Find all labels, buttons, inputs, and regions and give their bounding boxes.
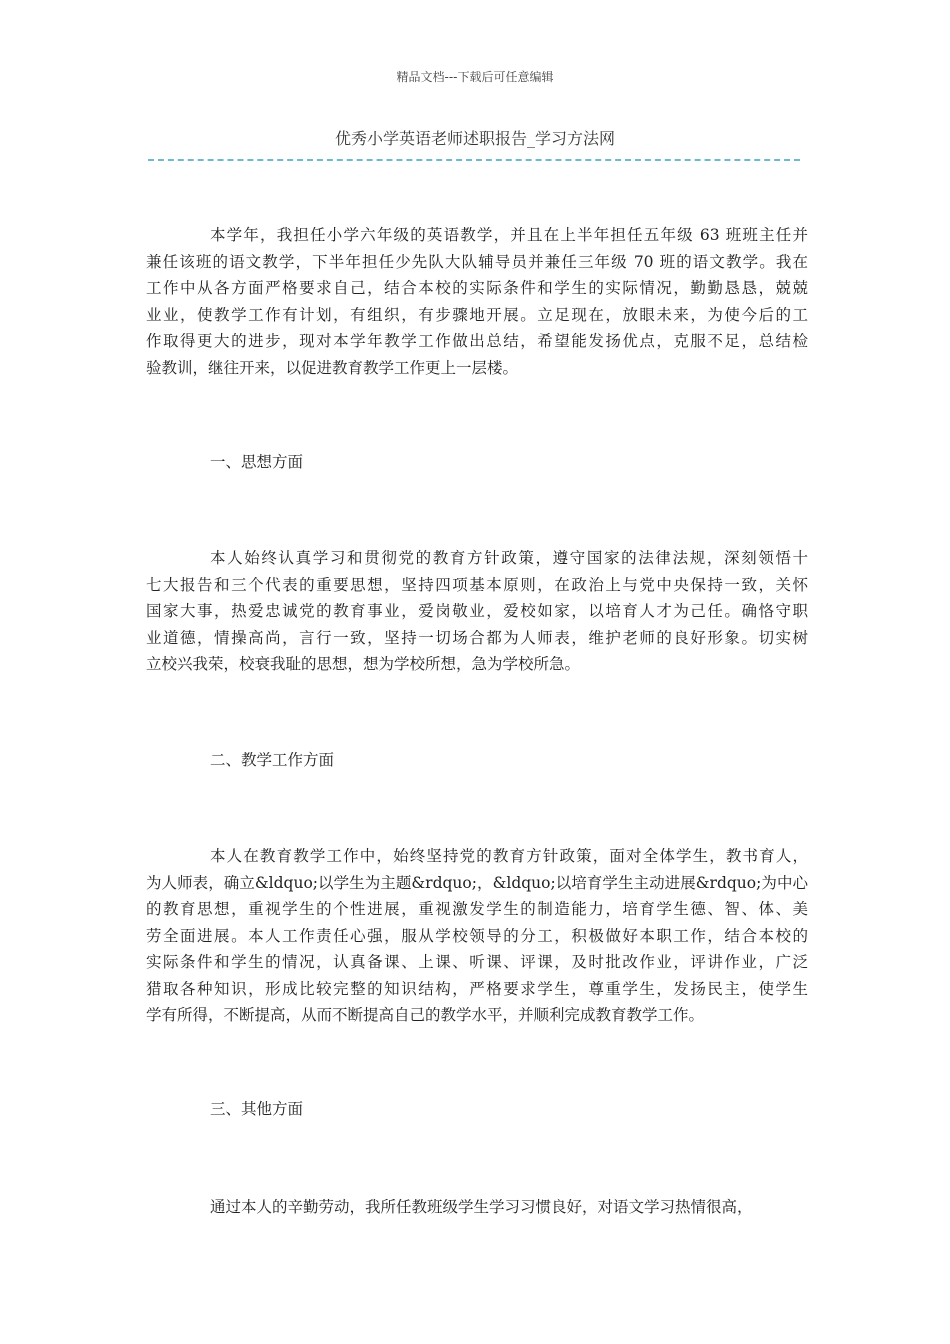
page-header: 精品文档---下载后可任意编辑 [396, 70, 554, 84]
text-line: 七大报告和三个代表的重要思想，坚持四项基本原则，在政治上与党中央保持一致，关怀 [146, 575, 808, 594]
text-line: 立校兴我荣，校衰我耻的思想，想为学校所想，急为学校所急。 [146, 655, 581, 673]
text-line: 兼任该班的语文教学，下半年担任少先队大队辅导员并兼任三年级 70 班的语文教学。我在 [146, 252, 808, 271]
text-line: 猎取各种知识，形成比较完整的知识结构，严格要求学生，尊重学生，发扬民主，使学生 [146, 979, 808, 998]
section-heading-thought: 一、思想方面 [210, 453, 304, 471]
text-line: 实际条件和学生的情况，认真备课、上课、听课、评课，及时批改作业，评讲作业，广泛 [146, 953, 808, 971]
text-line: 作取得更大的进步，现对本学年教学工作做出总结，希望能发扬优点，克服不足，总结检 [146, 332, 808, 350]
text-line: 为人师表，确立&ldquo;以学生为主题&rdquo;，&ldquo;以培育学生主动进展&rdquo;为中心 [146, 873, 808, 892]
text-line: 学有所得，不断提高，从而不断提高自己的教学水平，并顺利完成教育教学工作。 [146, 1006, 705, 1024]
document-title: 优秀小学英语老师述职报告_学习方法网 [334, 129, 615, 148]
text-line: 验教训，继往开来，以促进教育教学工作更上一层楼。 [146, 358, 519, 377]
text-line: 本人始终认真学习和贯彻党的教育方针政策，遵守国家的法律法规，深刻领悟十 [210, 549, 808, 567]
section-heading-other: 三、其他方面 [210, 1100, 304, 1118]
title-divider [148, 159, 800, 161]
text-line: 本学年，我担任小学六年级的英语教学，并且在上半年担任五年级 63 班班主任并 [210, 226, 808, 244]
paragraph-other [210, 1194, 810, 1221]
section-heading-teaching: 二、教学工作方面 [210, 751, 335, 769]
text-line: 通过本人的辛勤劳动，我所任教班级学生学习习惯良好，对语文学习热情很高， [210, 1198, 753, 1216]
text-line: 工作中从各方面严格要求自己，结合本校的实际条件和学生的实际情况，勤勤恳恳，兢兢 [146, 279, 808, 297]
paragraph-thought [146, 545, 808, 678]
text-line: 的教育思想，重视学生的个性进展，重视激发学生的制造能力，培育学生德、智、体、美 [146, 900, 808, 918]
paragraph-intro [146, 222, 808, 381]
text-line: 业业，使教学工作有计划，有组织，有步骤地开展。立足现在，放眼未来，为使今后的工 [146, 305, 808, 324]
text-line: 本人在教育教学工作中，始终坚持党的教育方针政策，面对全体学生，教书育人， [210, 847, 808, 865]
text-line: 业道德，情操高尚，言行一致，坚持一切场合都为人师表，维护老师的良好形象。切实树 [146, 628, 808, 647]
paragraph-teaching [146, 843, 808, 1029]
text-line: 劳全面进展。本人工作责任心强，服从学校领导的分工，积极做好本职工作，结合本校的 [146, 926, 808, 945]
text-line: 国家大事，热爱忠诚党的教育事业，爱岗敬业，爱校如家，以培育人才为己任。确恪守职 [146, 602, 808, 620]
